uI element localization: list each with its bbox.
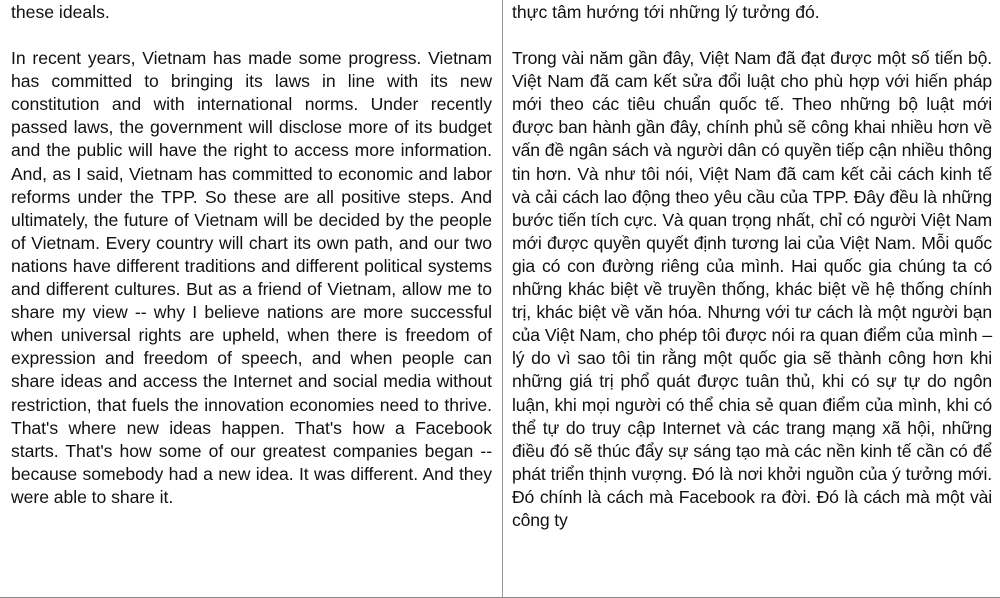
vietnamese-column [503,0,1000,597]
vietnamese-fragment: thực tâm hướng tới những lý tưởng đó. [512,2,820,22]
vietnamese-paragraph: Trong vài năm gần đây, Việt Nam đã đạt được một số tiến bộ. Việt Nam đã cam kết sửa đổi luật cho phù hợp với hiến pháp mới theo các tiêu chuẩn quốc tế. Theo những bộ luật mới được ban hành gần đây, chính phủ sẽ công khai nhiều hơn về vấn đề ngân sách và người dân có quyền tiếp cận nhiều thông tin hơn. Và như tôi nói, Việt Nam đã cam kết cải cách kinh tế và cải cách lao động theo yêu cầu của TPP. Đây đều là những bước tiến tích cực. Và quan trọng nhất, chỉ có người Việt Nam mới được quyền quyết định tương lai của Việt Nam. Mỗi quốc gia có con đường riêng của mình. Hai quốc gia chúng ta có những khác biệt về truyền thống, khác biệt về hệ thống chính trị, khác biệt về văn hóa. Nhưng với tư cách là một người bạn của Việt Nam, cho phép tôi được nói ra quan điểm của mình – lý do vì sao tôi tin rằng một quốc gia sẽ thành công hơn khi những giá trị phổ quát được tuân thủ, khi có sự tự do ngôn luận, khi mọi người có thể chia sẻ quan điểm của mình, khi có thể tự do truy cập Internet và các trang mạng xã hội, những điều đó sẽ thúc đẩy sự sáng tạo mà các nền kinh tế cần có để phát triển thịnh vượng. Đó là nơi khởi nguồn của ý tưởng mới. Đó chính là cách mà Facebook ra đời. Đó là cách mà một vài công ty [512,48,992,530]
english-paragraph: In recent years, Vietnam has made some progress. Vietnam has committed to bringing its laws in line with its new constitution and with international norms. Under recently passed laws, the government will disclose more of its budget and the public will have the right to access more information. And, as I said, Vietnam has committed to economic and labor reforms under the TPP. So these are all positive steps. And ultimately, the future of Vietnam will be decided by the people of Vietnam. Every country will chart its own path, and our two nations have different traditions and different political systems and different cultures. But as a friend of Vietnam, allow me to share my view -- why I believe nations are more successful when universal rights are upheld, when there is freedom of expression and freedom of speech, and when people can share ideas and access the Internet and social media without restriction, that fuels the innovation economies need to thrive. That's where new ideas happen. That's how a Facebook starts. That's how some of our greatest companies began -- because somebody had a new idea. It was different. And they were able to share it. [11,48,492,507]
english-fragment: these ideals. [11,2,110,22]
